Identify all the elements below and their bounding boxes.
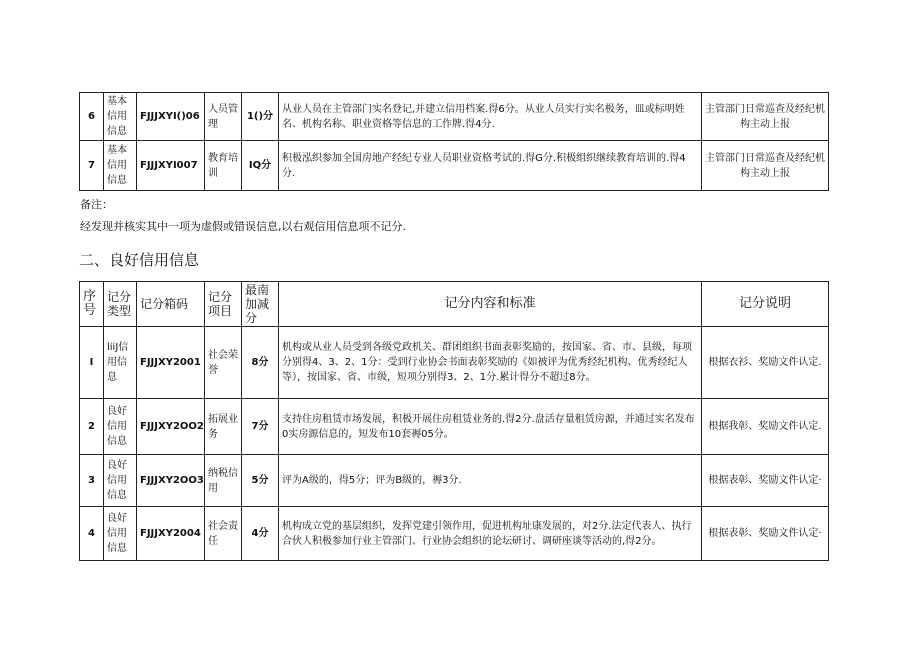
- row-number: 4: [80, 507, 104, 561]
- row-number: 2: [80, 399, 104, 455]
- table-row: [80, 455, 829, 507]
- credit-score: 4分: [242, 507, 279, 561]
- good-credit-table: [79, 281, 829, 561]
- credit-item: 拓展业务: [205, 399, 242, 455]
- credit-code: FJJJXY2OO2: [137, 399, 205, 455]
- credit-code: FJJJXY2OO3: [137, 455, 205, 507]
- credit-item: 教育培训: [205, 141, 242, 191]
- credit-type: 基本信用信息: [104, 141, 137, 191]
- header-seq: 序号: [80, 282, 104, 327]
- credit-description: 从业人员在主管部门实名登记,并建立信用档案.得6分。从业人员实行实名极务，皿或标明姓名、机构名称、职业资格等信息的工作牌.得4分.: [279, 93, 702, 141]
- basic-credit-table: [79, 92, 829, 191]
- credit-note: 主管部门日常巡查及经纪机构主动上报: [702, 93, 829, 141]
- header-score: 最南加减分: [242, 282, 279, 327]
- credit-note: 主管部门日常巡查及经纪机构主动上报: [702, 141, 829, 191]
- credit-note: 根据衣衫、奖励文件认定.: [702, 327, 829, 399]
- credit-description: 机构成立党的基层组织，发挥党建引领作用，促进机构址康发展的，对2分.法定代表人、执行合伙人积极参加行业主管部门、行业协会组织的论坛研讨、调研座谈等活动的,得2分。: [279, 507, 702, 561]
- section-title: 二、良好信用信息: [79, 251, 200, 269]
- row-number: 3: [80, 455, 104, 507]
- credit-score: IQ分: [242, 141, 279, 191]
- row-number: 6: [80, 93, 104, 141]
- remarks-text: 经发现并核实其中一项为虚假或错误信息,以右观信用信息项不记分.: [80, 220, 406, 233]
- credit-score: 8分: [242, 327, 279, 399]
- credit-item: 社会责任: [205, 507, 242, 561]
- credit-description: 支持住房租赁市场发展，积极开展住房租赁业务的.得2分.盘活存量租赁房源，并通过实名发布0实房源信息的，短发布10套褥05分。: [279, 399, 702, 455]
- credit-description: 积极泓织参加全国房地产经纪专业人员职业资格考试的.得G分.积极组织继续教育培训的.得4分.: [279, 141, 702, 191]
- credit-item: 人员管理: [205, 93, 242, 141]
- table-row: [80, 327, 829, 399]
- header-note: 记分说明: [702, 282, 829, 327]
- table-row: [80, 507, 829, 561]
- header-code: 记分箱码: [137, 282, 205, 327]
- credit-score: 5分: [242, 455, 279, 507]
- credit-code: FJJJXY2004: [137, 507, 205, 561]
- credit-type: 基本信用信息: [104, 93, 137, 141]
- header-type: 记分类型: [104, 282, 137, 327]
- header-item: 记分项目: [205, 282, 242, 327]
- table-row: [80, 141, 829, 191]
- credit-type: 良好信用信息: [104, 399, 137, 455]
- credit-code: FJJJXY2001: [137, 327, 205, 399]
- table-header-row: [80, 282, 829, 327]
- credit-item: 纳税信用: [205, 455, 242, 507]
- table-row: [80, 399, 829, 455]
- remarks-label: 备注：: [80, 198, 113, 211]
- header-description: 记分内容和标准: [279, 282, 702, 327]
- credit-score: 7分: [242, 399, 279, 455]
- credit-type: 良好信用信息: [104, 455, 137, 507]
- credit-code: FJJJXYI()06: [137, 93, 205, 141]
- credit-note: 根据表彰、奖励文件认定·: [702, 507, 829, 561]
- credit-code: FJJJXYI007: [137, 141, 205, 191]
- row-number: 7: [80, 141, 104, 191]
- credit-score: 1()分: [242, 93, 279, 141]
- row-number: I: [80, 327, 104, 399]
- credit-description: 评为A级的，得5分；评为B级的，褥3分.: [279, 455, 702, 507]
- credit-note: 根据表彰、奖励文件认定·: [702, 455, 829, 507]
- table-row: [80, 93, 829, 141]
- credit-item: 社会荣誉: [205, 327, 242, 399]
- credit-note: 根据我彰、奖励文件认定.: [702, 399, 829, 455]
- credit-type: liiJ信用信息: [104, 327, 137, 399]
- credit-type: 良好信用信息: [104, 507, 137, 561]
- credit-description: 机构或从业人员受到各级党政机关、群团组织书面表彰奖励的，按国家、省、市、县级，每项分别得4、3、2、1分：受到行业协会书面表彰奖励的《如被评为优秀经纪机构、优秀经纪人等），按国家、省、市级，短项分别得3、2、1分.累计得分不超过8分。: [279, 327, 702, 399]
